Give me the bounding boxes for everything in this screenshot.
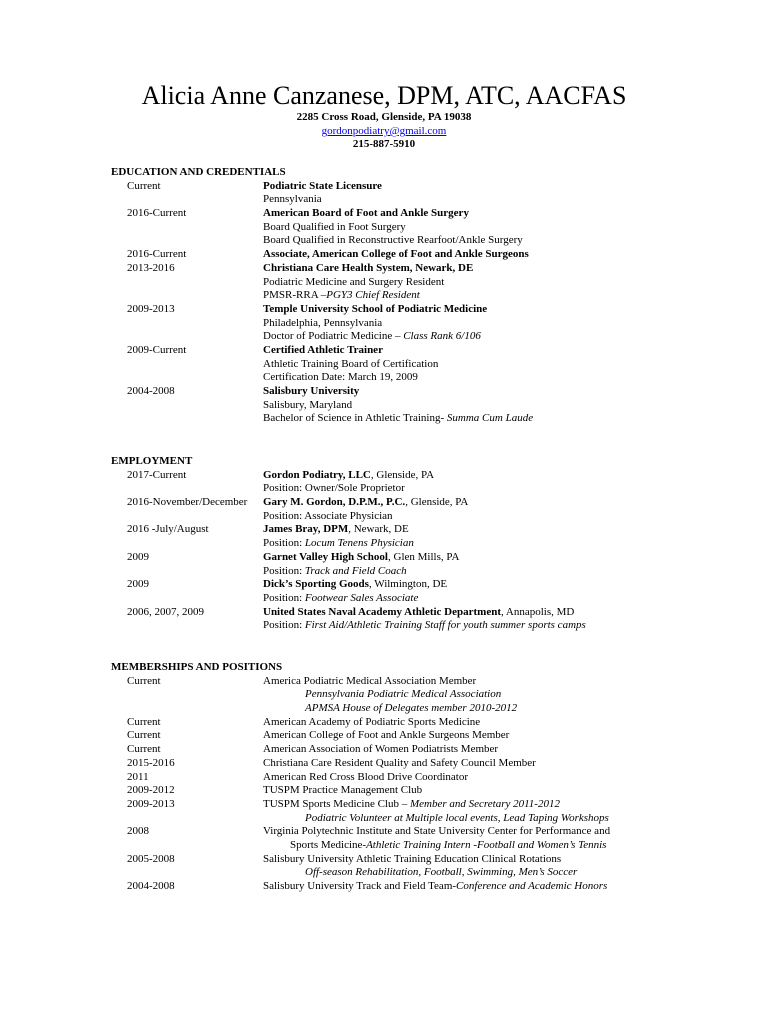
entry-detail: [263, 675, 671, 716]
entry-detail: [263, 385, 671, 426]
entry-date: 2009: [127, 550, 149, 563]
entry-text: Position: Associate Physician: [263, 509, 393, 522]
entry-text: Bachelor of Science in Athletic Training-: [263, 412, 447, 425]
entry-line: [263, 193, 671, 207]
entry-date: 2009-2012: [127, 784, 175, 797]
entry-date: Current: [127, 743, 161, 756]
entry-detail: [263, 551, 671, 578]
entry-detail: [263, 825, 671, 852]
entry-text: , Annapolis, MD: [501, 605, 575, 618]
entry-text: PMSR-RRA –: [263, 289, 327, 302]
entry-line: [263, 399, 671, 413]
entry-text: American Association of Women Podiatrists Member: [263, 743, 499, 756]
entry-text: American Red Cross Blood Drive Coordinator: [263, 770, 468, 783]
entry-line: [263, 482, 671, 496]
entry-text: APMSA House of Delegates member 2010-2012: [305, 702, 518, 715]
entry-detail: [263, 248, 671, 262]
entry-text: Pennsylvania Podiatric Medical Association: [305, 688, 502, 701]
entry-date: Current: [127, 715, 161, 728]
section-title: MEMBERSHIPS AND POSITIONS: [111, 661, 283, 673]
entry-line: [263, 688, 671, 702]
entry-date: 2016-Current: [127, 248, 187, 261]
resume-entry: [111, 606, 671, 633]
entry-detail: [263, 729, 671, 743]
entry-detail: [263, 880, 671, 894]
resume-entry: [111, 303, 671, 344]
entry-text: Board Qualified in Reconstructive Rearfoot/Ankle Surgery: [263, 234, 523, 247]
entry-date: Current: [127, 179, 161, 192]
entry-line: [263, 771, 671, 785]
resume-entry: [111, 180, 671, 207]
entry-line: [263, 371, 671, 385]
entry-text: Gary M. Gordon, D.P.M., P.C.: [263, 496, 406, 509]
entry-text: American College of Foot and Ankle Surgeons Member: [263, 729, 510, 742]
resume-entry: [111, 729, 671, 743]
resume-entry: [111, 523, 671, 550]
entry-line: [263, 565, 671, 579]
entry-text: , Newark, DE: [348, 523, 409, 536]
entry-text: Position:: [263, 564, 305, 577]
entry-date: 2017-Current: [127, 468, 187, 481]
resume-entry: [111, 385, 671, 426]
entry-line: [263, 276, 671, 290]
resume-entry: [111, 798, 671, 825]
entry-line: [263, 784, 671, 798]
entry-text: Position:: [263, 591, 305, 604]
resume-entry: [111, 551, 671, 578]
entry-text: Podiatric Medicine and Surgery Resident: [263, 275, 445, 288]
entry-line: [263, 853, 671, 867]
entry-text: Position:: [263, 537, 305, 550]
entry-line: [263, 344, 671, 358]
entry-text: Podiatric State Licensure: [263, 179, 382, 192]
entry-line: [263, 510, 671, 524]
entry-line: [263, 825, 671, 839]
entry-date: 2009-2013: [127, 302, 175, 315]
entry-detail: [263, 496, 671, 523]
resume-entry: [111, 675, 671, 716]
entry-line: [263, 221, 671, 235]
entry-detail: [263, 853, 671, 880]
section-title: EMPLOYMENT: [111, 455, 193, 467]
employment-section: [111, 455, 671, 633]
entry-date: 2005-2008: [127, 852, 175, 865]
entry-text: Philadelphia, Pennsylvania: [263, 316, 383, 329]
entry-detail: [263, 578, 671, 605]
entry-text: , Glenside, PA: [405, 496, 469, 509]
entry-date: Current: [127, 674, 161, 687]
entry-date: 2011: [127, 770, 149, 783]
entry-line: [263, 702, 671, 716]
entry-text: Track and Field Coach: [304, 564, 407, 577]
entry-line: [263, 880, 671, 894]
entry-text: , Wilmington, DE: [368, 578, 448, 591]
entry-detail: [263, 798, 671, 825]
entry-line: [263, 743, 671, 757]
entry-text: Class Rank 6/106: [403, 330, 481, 343]
entry-text: American Board of Foot and Ankle Surgery: [263, 207, 469, 220]
phone-number: 215-887-5910: [352, 138, 416, 150]
resume-entry: [111, 496, 671, 523]
section-title: EDUCATION AND CREDENTIALS: [111, 166, 286, 178]
address: 2285 Cross Road, Glenside, PA 19038: [296, 111, 472, 123]
entry-line: [263, 234, 671, 248]
entry-text: Sports Medicine-: [290, 839, 367, 852]
entry-text: Footwear Sales Associate: [304, 591, 419, 604]
entry-line: [263, 385, 671, 399]
entry-line: [263, 330, 671, 344]
entry-text: Garnet Valley High School: [263, 550, 388, 563]
entry-text: First Aid/Athletic Training Staff for youth summer sports camps: [304, 619, 586, 632]
entry-text: Certified Athletic Trainer: [263, 343, 383, 356]
entry-date: 2016-November/December: [127, 496, 248, 509]
entry-line: [263, 358, 671, 372]
entry-text: Gordon Podiatry, LLC: [263, 468, 371, 481]
entry-text: , Glen Mills, PA: [388, 550, 460, 563]
entry-detail: [263, 180, 671, 207]
entry-date: 2016-Current: [127, 207, 187, 220]
entry-text: Conference and Academic Honors: [456, 880, 608, 893]
entry-text: United States Naval Academy Athletic Department: [263, 605, 501, 618]
entry-line: [263, 289, 671, 303]
entry-text: TUSPM Sports Medicine Club –: [263, 797, 410, 810]
entry-line: [263, 592, 671, 606]
entry-date: 2006, 2007, 2009: [127, 605, 204, 618]
entry-line: [263, 317, 671, 331]
entry-detail: [263, 771, 671, 785]
entry-line: [263, 303, 671, 317]
entry-line: [263, 469, 671, 483]
entry-line: [263, 757, 671, 771]
entry-text: Off-season Rehabilitation, Football, Swimming, Men’s Soccer: [305, 866, 578, 879]
entry-line: [263, 716, 671, 730]
resume-entry: [111, 880, 671, 894]
entry-text: Associate, American College of Foot and Ankle Surgeons: [263, 248, 529, 261]
entry-detail: [263, 716, 671, 730]
entry-text: Dick’s Sporting Goods: [263, 578, 369, 591]
entry-date: 2009-2013: [127, 797, 175, 810]
entry-text: Summa Cum Laude: [446, 412, 534, 425]
resume-entry: [111, 771, 671, 785]
entry-date: Current: [127, 729, 161, 742]
resume-entry: [111, 743, 671, 757]
email-link[interactable]: gordonpodiatry@gmail.com: [321, 125, 447, 137]
entry-date: 2016 -July/August: [127, 523, 209, 536]
entry-detail: [263, 469, 671, 496]
resume-entry: [111, 578, 671, 605]
entry-text: Locum Tenens Physician: [304, 537, 414, 550]
entry-text: , Glenside, PA: [370, 468, 435, 481]
entry-text: Salisbury, Maryland: [263, 398, 353, 411]
entry-line: [263, 248, 671, 262]
entry-line: [263, 812, 671, 826]
entry-line: [263, 496, 671, 510]
resume-entry: [111, 262, 671, 303]
entry-line: [263, 619, 671, 633]
entry-detail: [263, 784, 671, 798]
entry-text: Board Qualified in Foot Surgery: [263, 220, 406, 233]
resume-entry: [111, 716, 671, 730]
entry-date: 2004-2008: [127, 880, 175, 893]
entry-detail: [263, 757, 671, 771]
resume-entry: [111, 825, 671, 852]
entry-date: 2004-2008: [127, 385, 175, 398]
resume-entry: [111, 784, 671, 798]
entry-line: [263, 839, 671, 853]
entry-line: [263, 606, 671, 620]
entry-text: Salisbury University Athletic Training Education Clinical Rotations: [263, 852, 562, 865]
entry-date: 2009-Current: [127, 343, 187, 356]
entry-date: 2009: [127, 578, 149, 591]
entry-text: Doctor of Podiatric Medicine –: [263, 330, 404, 343]
resume-entry: [111, 757, 671, 771]
resume-entry: [111, 248, 671, 262]
entry-text: Pennsylvania: [263, 193, 322, 206]
entry-text: Position: Owner/Sole Proprietor: [263, 482, 405, 495]
entry-text: PGY3 Chief Resident: [326, 289, 420, 302]
entry-line: [263, 798, 671, 812]
entry-text: Position:: [263, 619, 305, 632]
entry-text: Virginia Polytechnic Institute and State University Center for Performance and: [263, 825, 611, 838]
entry-text: Certification Date: March 19, 2009: [263, 371, 418, 384]
resume-name: Alicia Anne Canzanese, DPM, ATC, AACFAS: [141, 81, 627, 110]
entry-text: Athletic Training Intern -Football and Women’s Tennis: [366, 839, 607, 852]
memberships-section: [111, 661, 671, 894]
entry-line: [263, 412, 671, 426]
entry-line: [263, 523, 671, 537]
resume-entry: [111, 344, 671, 385]
entry-text: Salisbury University Track and Field Team-: [263, 880, 457, 893]
entry-line: [263, 262, 671, 276]
resume-entry: [111, 853, 671, 880]
resume-entry: [111, 469, 671, 496]
entry-line: [263, 551, 671, 565]
entry-detail: [263, 207, 671, 248]
entry-detail: [263, 606, 671, 633]
entry-line: [263, 675, 671, 689]
entry-line: [263, 729, 671, 743]
entry-text: America Podiatric Medical Association Member: [263, 674, 477, 687]
entry-text: Temple University School of Podiatric Medicine: [263, 302, 488, 315]
entry-line: [263, 578, 671, 592]
entry-text: Athletic Training Board of Certification: [263, 357, 439, 370]
entry-text: Podiatric Volunteer at Multiple local events, Lead Taping Workshops: [305, 811, 609, 824]
entry-line: [263, 180, 671, 194]
entry-date: 2015-2016: [127, 756, 175, 769]
entry-detail: [263, 523, 671, 550]
entry-date: 2013-2016: [127, 261, 175, 274]
education-section: [111, 166, 671, 426]
entry-text: TUSPM Practice Management Club: [263, 784, 423, 797]
entry-detail: [263, 262, 671, 303]
entry-text: Member and Secretary 2011-2012: [409, 797, 560, 810]
entry-text: Christiana Care Resident Quality and Safety Council Member: [263, 756, 536, 769]
entry-detail: [263, 344, 671, 385]
entry-text: Christiana Care Health System, Newark, DE: [263, 261, 474, 274]
resume-entry: [111, 207, 671, 248]
entry-detail: [263, 743, 671, 757]
entry-text: James Bray, DPM: [263, 523, 349, 536]
entry-detail: [263, 303, 671, 344]
entry-text: American Academy of Podiatric Sports Medicine: [263, 715, 481, 728]
entry-line: [263, 866, 671, 880]
entry-line: [263, 537, 671, 551]
entry-line: [263, 207, 671, 221]
entry-date: 2008: [127, 825, 149, 838]
entry-text: Salisbury University: [263, 385, 360, 398]
